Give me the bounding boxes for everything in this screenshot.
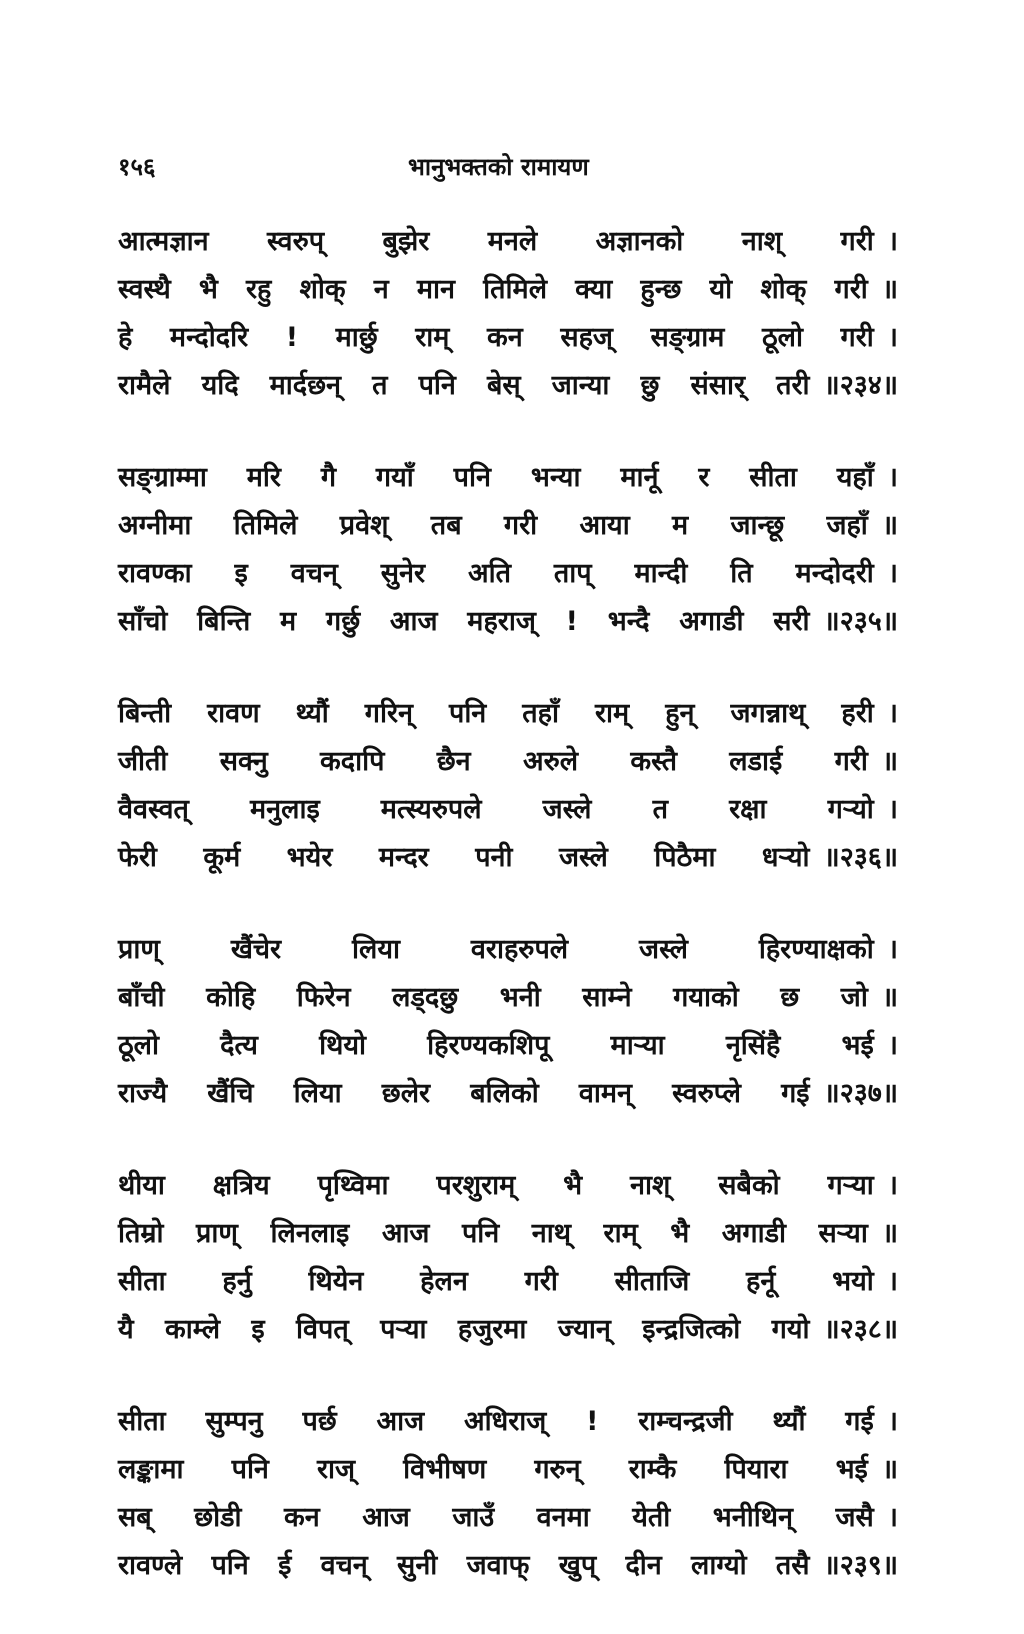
verse-line <box>118 1258 898 1306</box>
verse-end-mark: । <box>887 698 898 729</box>
verse-end-mark: । <box>887 1170 898 1201</box>
verse-text: अग्नीमा तिमिले प्रवेश् तब गरी आया म जान्छू जहाँ <box>118 510 868 541</box>
verse-text: थीया क्षत्रिय पृथ्विमा परशुराम् भै नाश् सबैको गऱ्या <box>118 1170 874 1201</box>
verse-line <box>118 690 898 738</box>
stanza-235 <box>118 454 898 646</box>
verse-text: तिम्रो प्राण् लिनलाइ आज पनि नाथ् राम् भै अगाडी सऱ्या <box>118 1218 868 1249</box>
verse-number: ॥२३८॥ <box>823 1314 898 1345</box>
verse-text: बाँची कोहि फिरेन लड्दछु भनी साम्ने गयाको छ जो <box>118 982 868 1013</box>
verse-line <box>118 502 898 550</box>
verse-text: रामैले यदि मार्दछन् त पनि बेस् जान्या छु संसार् तरी <box>118 370 810 401</box>
verse-text: रावण्का इ वचन् सुनेर अति ताप् मान्दी ति मन्दोदरी <box>118 558 874 589</box>
verse-end-mark: । <box>887 558 898 589</box>
page-header <box>118 150 898 190</box>
verse-end-mark: । <box>887 1030 898 1061</box>
verse-text: हे मन्दोदरि ! मार्छु राम् कन सहज् सङ्ग्राम ठूलो गरी <box>118 322 874 353</box>
verse-text: स्वस्थै भै रहु शोक् न मान तिमिले क्या हुन्छ यो शोक् गरी <box>118 274 868 305</box>
verse-number: ॥२३६॥ <box>823 842 898 873</box>
verse-body <box>118 218 898 1634</box>
verse-text: जीती सक्नु कदापि छैन अरुले कस्तै लडाई गरी <box>118 746 868 777</box>
verse-text: लङ्कामा पनि राज् विभीषण गरुन् राम्कै पियारा भई <box>118 1454 868 1485</box>
verse-line <box>118 834 898 882</box>
running-title: भानुभक्तको रामायण <box>408 153 589 181</box>
verse-end-mark: । <box>887 322 898 353</box>
verse-end-mark: । <box>887 462 898 493</box>
stanza-234 <box>118 218 898 410</box>
verse-end-mark: ॥ <box>881 982 898 1013</box>
verse-end-mark: ॥ <box>881 274 898 305</box>
page-number: १५६ <box>118 153 156 181</box>
verse-line <box>118 598 898 646</box>
verse-line <box>118 1210 898 1258</box>
verse-number: ॥२३७॥ <box>823 1078 898 1109</box>
verse-line <box>118 1446 898 1494</box>
verse-text: ठूलो दैत्य थियो हिरण्यकशिपू मार्‍या नृसिंहै भई <box>118 1030 874 1061</box>
stanza-238 <box>118 1162 898 1354</box>
verse-line <box>118 314 898 362</box>
verse-line <box>118 1494 898 1542</box>
verse-end-mark: । <box>887 1502 898 1533</box>
verse-line <box>118 1398 898 1446</box>
stanza-237 <box>118 926 898 1118</box>
verse-text: आत्मज्ञान स्वरुप् बुझेर मनले अज्ञानको नाश् गरी <box>118 226 874 257</box>
verse-end-mark: । <box>887 794 898 825</box>
verse-text: वैवस्वत् मनुलाइ मत्स्यरुपले जस्ले त रक्षा गऱ्यो <box>118 794 874 825</box>
verse-number: ॥२३५॥ <box>823 606 898 637</box>
verse-end-mark: । <box>887 1266 898 1297</box>
verse-line <box>118 1070 898 1118</box>
verse-text: सीता हर्नु थियेन हेलन गरी सीताजि हर्नू भयो <box>118 1266 874 1297</box>
verse-line <box>118 786 898 834</box>
verse-line <box>118 362 898 410</box>
verse-line <box>118 454 898 502</box>
verse-line <box>118 1542 898 1590</box>
verse-line <box>118 1162 898 1210</box>
verse-line <box>118 1022 898 1070</box>
verse-text: प्राण् खैंचेर लिया वराहरुपले जस्ले हिरण्याक्षको <box>118 934 874 965</box>
verse-number: ॥२३९॥ <box>823 1550 898 1581</box>
verse-number: ॥२३४॥ <box>823 370 898 401</box>
verse-text: साँचो बिन्ति म गर्छु आज महराज् ! भन्दै अगाडी सरी <box>118 606 810 637</box>
verse-text: फेरी कूर्म भयेर मन्दर पनी जस्ले पिठैमा धऱ्यो <box>118 842 810 873</box>
verse-end-mark: । <box>887 934 898 965</box>
verse-end-mark: । <box>887 1406 898 1437</box>
verse-line <box>118 738 898 786</box>
verse-line <box>118 266 898 314</box>
verse-text: यै काम्ले इ विपत् पऱ्या हजुरमा ज्यान् इन्द्रजित्को गयो <box>118 1314 810 1345</box>
verse-end-mark: ॥ <box>881 746 898 777</box>
verse-text: सीता सुम्पनु पर्छ आज अधिराज् ! राम्चन्द्रजी थ्यौं गई <box>118 1406 874 1437</box>
verse-text: रावण्ले पनि ई वचन् सुनी जवाफ् खुप् दीन लाग्यो तसै <box>118 1550 810 1581</box>
verse-text: सङ्ग्राम्मा मरि गै गयाँ पनि भन्या मार्नू र सीता यहाँ <box>118 462 874 493</box>
verse-line <box>118 550 898 598</box>
verse-line <box>118 926 898 974</box>
verse-end-mark: ॥ <box>881 510 898 541</box>
stanza-239 <box>118 1398 898 1590</box>
verse-text: सब् छोडी कन आज जाउँ वनमा येती भनीथिन् जसै <box>118 1502 874 1533</box>
verse-end-mark: ॥ <box>881 1454 898 1485</box>
verse-end-mark: । <box>887 226 898 257</box>
stanza-236 <box>118 690 898 882</box>
verse-line <box>118 974 898 1022</box>
verse-line <box>118 1306 898 1354</box>
verse-text: बिन्ती रावण थ्यौं गरिन् पनि तहाँ राम् हुन् जगन्नाथ् हरी <box>118 698 874 729</box>
verse-text: राज्यै खैंचि लिया छलेर बलिको वामन् स्वरुप्ले गई <box>118 1078 810 1109</box>
verse-line <box>118 218 898 266</box>
verse-end-mark: ॥ <box>881 1218 898 1249</box>
